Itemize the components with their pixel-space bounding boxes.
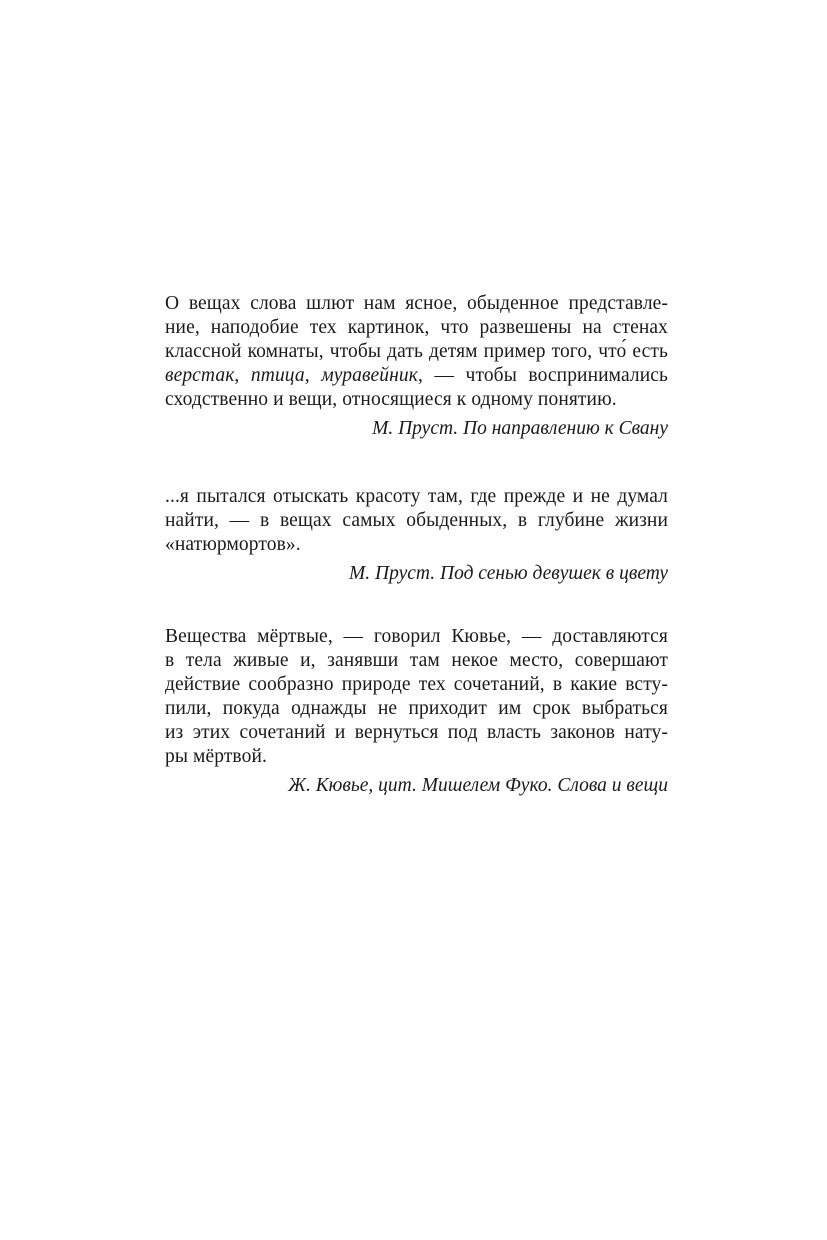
epigraph-text-line: классной комнаты, чтобы дать детям пример того, что́ есть xyxy=(165,341,668,362)
epigraph-text-line: действие сообразно природе тех сочетаний, в какие всту- xyxy=(165,674,668,695)
italic-word: верстак xyxy=(165,365,235,386)
epigraph-text-line: из этих сочетаний и вернуться под власть законов нату- xyxy=(165,722,668,743)
epigraph-text-line: сходственно и вещи, относящиеся к одному понятию. xyxy=(165,389,617,410)
epigraph-text-line: ние, наподобие тех картинок, что развешены на стенах xyxy=(165,317,668,338)
epigraph-attribution: М. Пруст. По направлению к Свану xyxy=(372,418,668,439)
epigraph-proust-girls xyxy=(165,485,668,586)
italic-word: птица xyxy=(250,365,305,386)
epigraph-text-line: в тела живые и, занявши там некое место, совершают xyxy=(165,650,668,671)
epigraph-text-line: ...я пытался отыскать красоту там, где прежде и не думал xyxy=(165,486,668,507)
separator: , xyxy=(304,365,322,386)
italic-word: муравейник xyxy=(321,365,418,386)
line-rest: , — чтобы воспринимались xyxy=(417,365,669,386)
epigraph-text-line: ры мёртвой. xyxy=(165,746,267,767)
epigraph-text-line: «натюрмортов». xyxy=(165,534,301,555)
epigraph-text-line: пили, покуда однажды не приходит им срок выбраться xyxy=(165,698,668,719)
epigraph-text-line: найти, — в вещах самых обыденных, в глубине жизни xyxy=(165,510,668,531)
epigraph-text-line-mixed xyxy=(165,364,668,388)
epigraph-text-line: О вещах слова шлют нам ясное, обыденное представле- xyxy=(165,293,668,314)
epigraph-attribution: М. Пруст. Под сенью девушек в цвету xyxy=(349,563,668,584)
epigraph-proust-swann xyxy=(165,292,668,441)
separator: , xyxy=(234,365,251,386)
epigraph-cuvier xyxy=(165,625,668,798)
epigraph-attribution: Ж. Кювье, цит. Мишелем Фуко. Слова и вещи xyxy=(288,775,668,796)
epigraph-text-line: Вещества мёртвые, — говорил Кювье, — доставляются xyxy=(165,626,668,647)
